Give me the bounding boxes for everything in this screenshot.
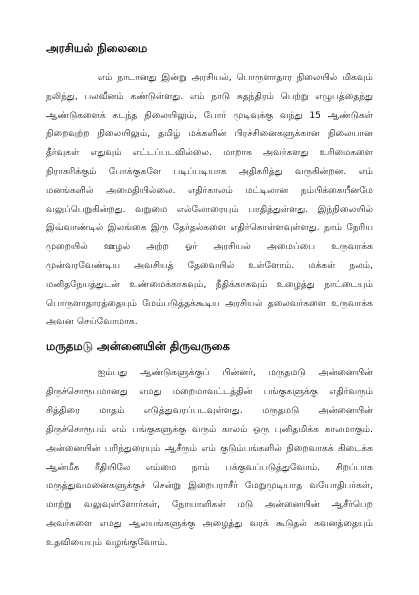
section-heading-political-situation: அரசியல் நிலைமை: [46, 41, 148, 55]
section-heading-madhu-mother-visit: மருதமடு அன்னையின் திருவருகை: [46, 339, 230, 353]
madhu-mother-visit-paragraph: ஐம்பது ஆண்டுகளுக்குப் பின்னர், மருதமடு அன்னையின் திருச்சொரூபமானது எமது மறைமாவட்டத்தின் பங்குகளுக்கு எதிர்வரும் சித்திரை மாதம் எடுத்துவரப்படவுள்ளது. மருதமடு அன்னையின் திருச்சொரூபம் எம் பங்குகளுக்கு வரும் காலம் ஒரு புனிதமிக்க காலமாகும். அன்னையின் பரிந்துரையும் ஆசீரும் எம் குடும்பங்களில் நிறைவாகக் கிடைக்க ஆன்மீக ரீதியிலே எம்மை நாம் பக்குவப்படுத்துவோம். சிறப்பாக மருத்துவமனைகளுக்குச் சென்று இறைபராசீர் மேறுமுடியாத வயோதிபர்கள், மாற்று வலுவுள்ளோர்கள், நோயாளிகள் மடு அன்னையின் ஆசீர்பெற அவர்களை எமது ஆலயங்களுக்கு அழைத்து வரக் கூடுதல் கவனத்தையும் உதவியையும் வழங்குவோம்.: [46, 368, 373, 549]
madhu-mother-visit-section: [46, 338, 373, 553]
political-situation-section: [46, 40, 373, 332]
political-situation-paragraph: எம் நாடானது இன்று அரசியல், பொருளாதார நிலையில் மிகவும் நலிந்து, பலவீனம் கண்டுள்ளது. எம் நாடு சுதந்திரம் பெற்று எழுபத்தைந்து ஆண்டுகளைக் கடந்த நிலையிலும், போர் முடிவுக்கு வந்து 15 ஆண்டுகள் நிறைவுற்ற நிலையிலும், தமிழ் மக்களின் பிரச்சினைகளுக்கான நிலையான தீர்வுகள் எதுவும் எட்டப்படவில்லை. மாறாக அவர்களது உரிமைகளை நிராகரிக்கும் போக்குகளே படிப்படியாக அதிகரித்து வருகின்றன. எம் மனங்களில் அமைதியில்லை. எதிர்காலம் மட்டிலான நம்பிக்கையீனமே வலுப்பெறுகின்றது. வறுமை எல்லோரையும் பாதித்துள்ளது. இந்நிலையில் இவ்வாண்டில் இலங்கை இரு தேர்தல்களை எதிர்கொள்ளவுள்ளது. நாம் நேரிய முறையில் ஊழல் அற்ற ஓர் அரசியல் அமைப்பை உருவாக்க முன்வரவேண்டிய அவசியத் தேவையில் உள்ளோம். மக்கள் நலம், மனிதநேயத்துடன் உண்மைக்காகவும், நீதிக்காகவும் உழைத்து நாட்டையும் பொருளாதாரத்தையும் மேம்படுத்தக்கூடிய அரசியல் தலைவர்களை உருவாக்க அவன செய்வோமாக.: [46, 73, 373, 328]
